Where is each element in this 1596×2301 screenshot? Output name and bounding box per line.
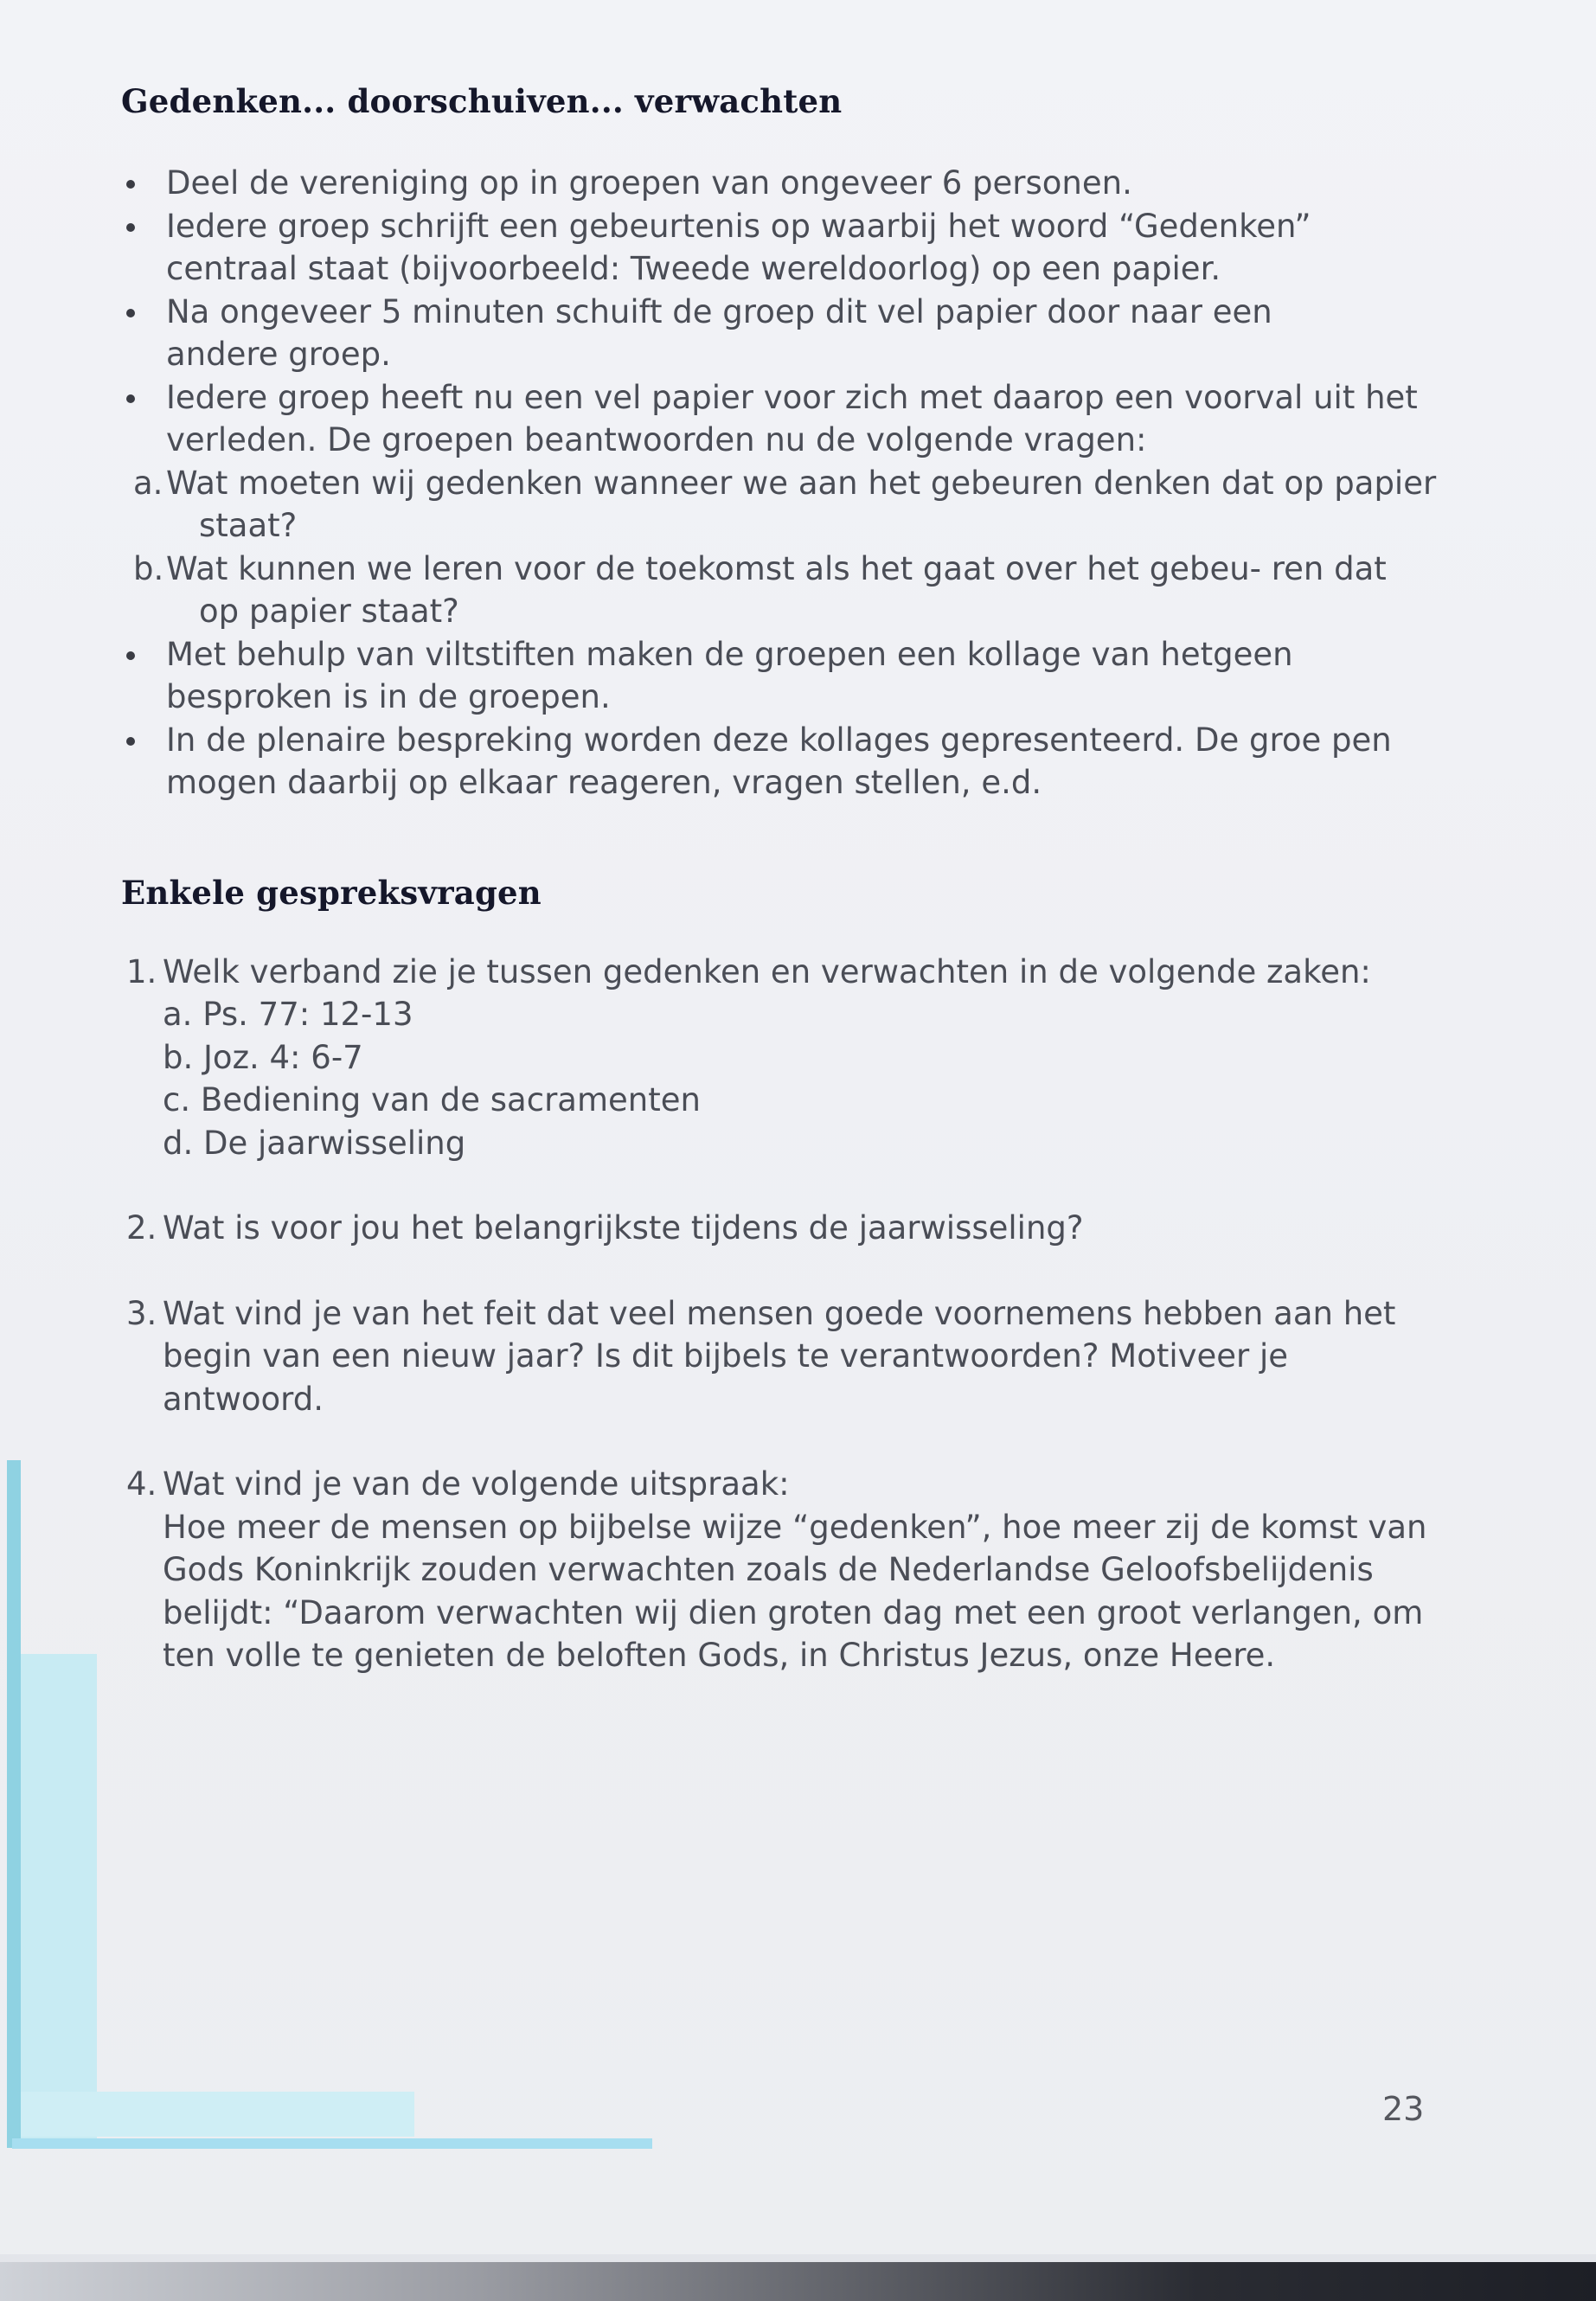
decorative-cyan-bar: [7, 1460, 21, 2148]
sub-question-text: Wat moeten wij gedenken wanneer we aan het gebeuren denken dat op papier staat?: [166, 464, 1437, 544]
question-list: [121, 951, 1453, 1677]
question-number: 2.: [126, 1209, 157, 1247]
question-1: [121, 951, 1453, 1165]
list-item: Met behulp van viltstiften maken de groepen een kollage van hetgeen besproken is in de groepen.: [121, 633, 1453, 719]
item-marker: d.: [163, 1124, 194, 1162]
section-heading-activity: Gedenken... doorschuiven... verwachten: [121, 82, 843, 120]
list-item: Deel de vereniging op in groepen van ongeveer 6 personen.: [121, 162, 1453, 205]
list-item: [121, 376, 1453, 633]
question-2: [121, 1207, 1453, 1250]
question-3: [121, 1292, 1453, 1421]
question-text: Wat is voor jou het belangrijkste tijdens de jaarwisseling?: [163, 1209, 1084, 1247]
item-text: De jaarwisseling: [203, 1124, 466, 1162]
question-1-item-c: [163, 1079, 1453, 1122]
question-text: Wat vind je van de volgende uitspraak:: [163, 1465, 790, 1503]
list-item: Na ongeveer 5 minuten schuift de groep dit vel papier door naar een andere groep.: [121, 291, 1453, 376]
list-item-text: Iedere groep heeft nu een vel papier voor zich met daarop een voorval uit het verleden. De groepen beantwoorden nu de volgende vragen:: [166, 378, 1418, 458]
question-1-item-a: [163, 993, 1453, 1036]
question-text: Welk verband zie je tussen gedenken en verwachten in de volgende zaken:: [163, 952, 1371, 990]
question-number: 4.: [126, 1465, 157, 1503]
decorative-cyan-line: [12, 2138, 652, 2149]
item-text: Joz. 4: 6-7: [203, 1038, 363, 1076]
item-marker: b.: [163, 1038, 194, 1076]
bottom-page-edge: [0, 2262, 1596, 2301]
question-1-item-b: [163, 1036, 1453, 1080]
question-number: 3.: [126, 1294, 157, 1332]
question-quote: Hoe meer de mensen op bijbelse wijze “gedenken”, hoe meer zij de komst van Gods Koninkrijk zouden verwachten zoals de Nederlandse Geloofsbelijdenis belijdt: “Daarom verwachten wij dien groten dag met een groot verlangen, om ten volle te genieten de beloften Gods, in Christus Jezus, onze Heere.: [163, 1508, 1427, 1674]
item-text: Bediening van de sacramenten: [200, 1081, 701, 1118]
activity-bullet-list: [121, 162, 1453, 804]
item-marker: c.: [163, 1081, 191, 1118]
question-text: Wat vind je van het feit dat veel mensen goede voornemens hebben aan het begin van een nieuw jaar? Is dit bijbels te verantwoorden? Motiveer je antwoord.: [163, 1294, 1396, 1418]
item-text: Ps. 77: 12-13: [202, 996, 413, 1033]
decorative-cyan-block: [21, 1654, 97, 2148]
page-content: [121, 82, 1453, 1677]
decorative-cyan-strip: [21, 2092, 414, 2137]
list-item: In de plenaire bespreking worden deze kollages gepresenteerd. De groe pen mogen daarbij op elkaar reageren, vragen stellen, e.d.: [121, 719, 1453, 804]
list-item: Iedere groep schrijft een gebeurtenis op waarbij het woord “Gedenken” centraal staat (bijvoorbeeld: Tweede wereldoorlog) op een papier.: [121, 205, 1453, 291]
question-number: 1.: [126, 952, 157, 990]
question-4: [121, 1463, 1453, 1677]
question-1-item-d: [163, 1122, 1453, 1165]
sub-question-a: a.Wat moeten wij gedenken wanneer we aan het gebeuren denken dat op papier staat?: [133, 464, 1437, 544]
page-number: 23: [1382, 2090, 1425, 2128]
section-heading-questions: Enkele gespreksvragen: [121, 873, 542, 912]
item-marker: a.: [163, 996, 193, 1033]
sub-question-text: Wat kunnen we leren voor de toekomst als het gaat over het gebeu- ren dat op papier staat?: [166, 549, 1387, 630]
sub-question-b: b.Wat kunnen we leren voor de toekomst als het gaat over het gebeu- ren dat op papier staat?: [133, 549, 1387, 630]
